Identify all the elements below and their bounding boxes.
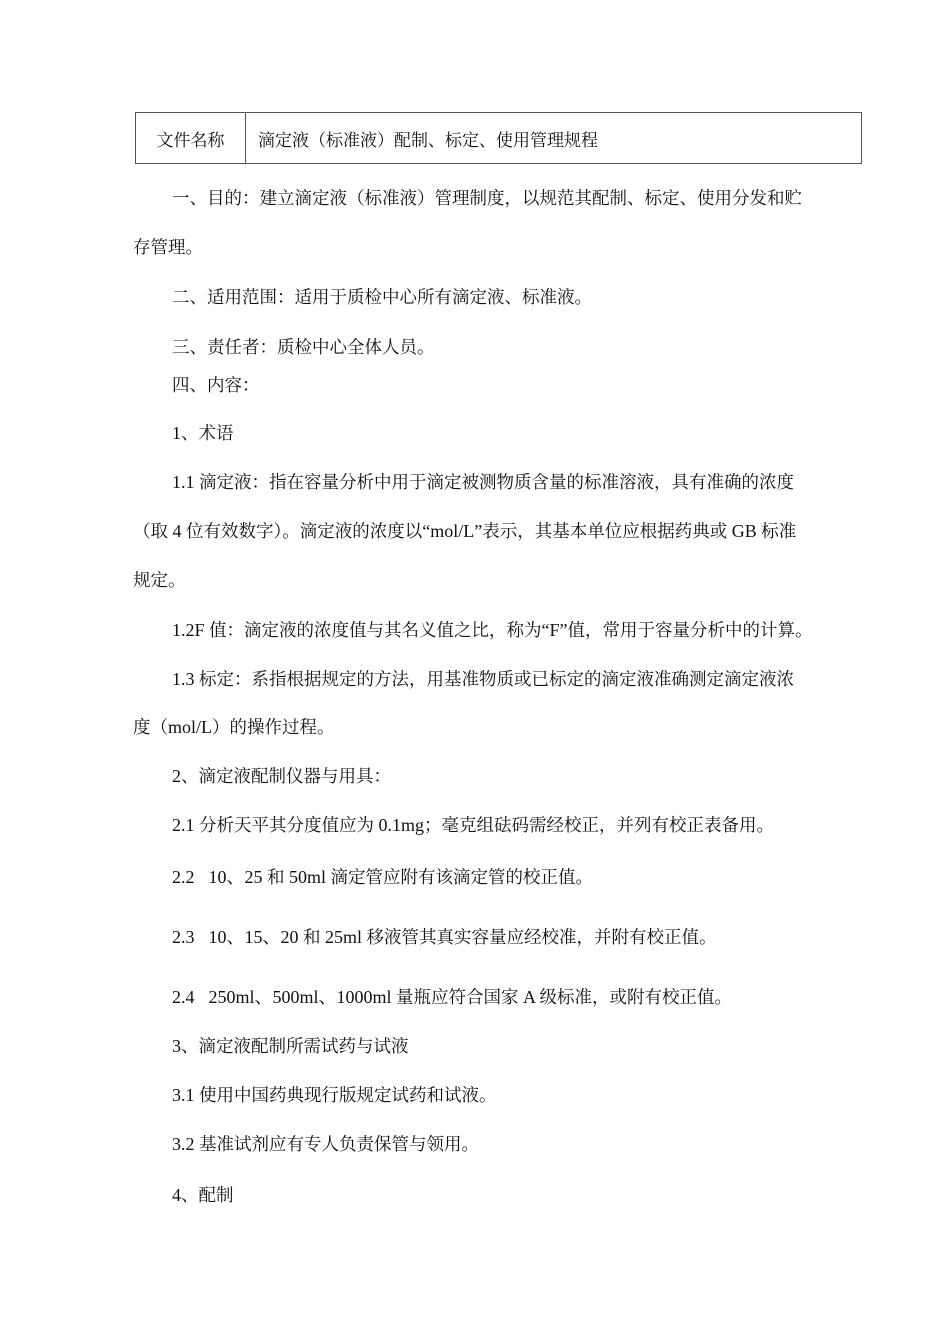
purpose-line-2: 存管理。 — [133, 238, 203, 258]
reagent-3-2: 3.2 基准试剂应有专人负责保管与领用。 — [172, 1134, 479, 1155]
term-1-1-line-1: 1.1 滴定液：指在容量分析中用于滴定被测物质含量的标准溶液，具有准确的浓度 — [172, 472, 794, 493]
preparation-heading: 4、配制 — [172, 1185, 234, 1206]
content-heading: 四、内容： — [172, 376, 260, 396]
instrument-2-2: 2.2 10、25 和 50ml 滴定管应附有该滴定管的校正值。 — [172, 867, 594, 888]
term-1-1-line-3: 规定。 — [133, 571, 186, 591]
instruments-heading: 2、滴定液配制仪器与用具： — [172, 766, 391, 787]
term-1-3-line-1: 1.3 标定：系指根据规定的方法，用基准物质或已标定的滴定液准确测定滴定液浓 — [172, 669, 794, 690]
term-1-1-line-2: （取 4 位有效数字）。滴定液的浓度以“mol/L”表示，其基本单位应根据药典或 GB 标准 — [133, 521, 797, 542]
file-name-value: 滴定液（标准液）配制、标定、使用管理规程 — [258, 130, 598, 151]
instrument-2-1: 2.1 分析天平其分度值应为 0.1mg；毫克组砝码需经校正，并列有校正表备用。 — [172, 815, 775, 836]
file-name-label: 文件名称 — [136, 113, 246, 163]
responsible-paragraph: 三、责任者：质检中心全体人员。 — [172, 338, 435, 358]
reagents-heading: 3、滴定液配制所需试药与试液 — [172, 1036, 409, 1057]
term-1-3-line-2: 度（mol/L）的操作过程。 — [133, 717, 335, 738]
term-1-2: 1.2F 值：滴定液的浓度值与其名义值之比，称为“F”值，常用于容量分析中的计算。 — [172, 620, 813, 641]
purpose-line-1: 一、目的：建立滴定液（标准液）管理制度，以规范其配制、标定、使用分发和贮 — [172, 189, 802, 209]
instrument-2-4: 2.4 250ml、500ml、1000ml 量瓶应符合国家 A 级标准，或附有校正值。 — [172, 987, 733, 1008]
scope-paragraph: 二、适用范围：适用于质检中心所有滴定液、标准液。 — [172, 288, 592, 308]
terms-heading: 1、术语 — [172, 423, 234, 444]
instrument-2-3: 2.3 10、15、20 和 25ml 移液管其真实容量应经校准，并附有校正值。 — [172, 927, 717, 948]
reagent-3-1: 3.1 使用中国药典现行版规定试药和试液。 — [172, 1085, 497, 1106]
file-name-table — [135, 112, 862, 164]
